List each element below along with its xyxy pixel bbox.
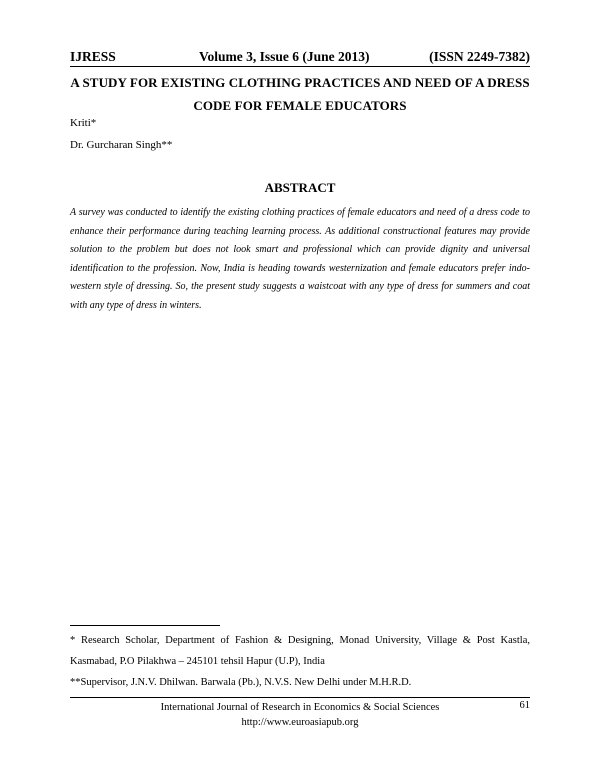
header-issn: (ISSN 2249-7382): [429, 49, 530, 64]
footer-divider: [70, 697, 530, 698]
footnote-2: **Supervisor, J.N.V. Dhilwan. Barwala (Pb.), N.V.S. New Delhi under M.H.R.D.: [70, 677, 412, 688]
header-divider: [70, 66, 530, 67]
footnotes: [70, 630, 530, 693]
running-footer: [70, 700, 530, 730]
header-journal-abbrev: IJRESS: [70, 49, 116, 64]
footer-url[interactable]: http://www.euroasiapub.org: [241, 717, 359, 728]
abstract-heading: ABSTRACT: [264, 180, 336, 195]
paper-title: A STUDY FOR EXISTING CLOTHING PRACTICES AND NEED OF A DRESS CODE FOR FEMALE EDUCATORS: [70, 75, 530, 113]
footnote-divider: [70, 625, 220, 626]
author-2: Dr. Gurcharan Singh**: [70, 139, 173, 151]
footer-journal-name: International Journal of Research in Economics & Social Sciences: [160, 702, 440, 713]
author-1: Kriti*: [70, 117, 97, 129]
running-header: [70, 49, 530, 65]
abstract-body: A survey was conducted to identify the existing clothing practices of female educators and need of a dress code to enhance their performance during teaching learning process. As additional constructional features may provide solution to the problem but does not look smart and professional which can provide dignity and universal identification to the profession. Now, India is heading towards westernization and female educators prefer indo-western style of dressing. So, the present study suggests a waistcoat with any type of dress for summers and coat with any type of dress in winters.: [70, 207, 530, 311]
page-number: 61: [519, 700, 530, 711]
footnote-1: * Research Scholar, Department of Fashion & Designing, Monad University, Village & Post Kastla, Kasmabad, P.O Pilakhwa – 245101 tehsil Hapur (U.P), India: [70, 635, 530, 667]
header-volume: Volume 3, Issue 6 (June 2013): [199, 49, 370, 64]
